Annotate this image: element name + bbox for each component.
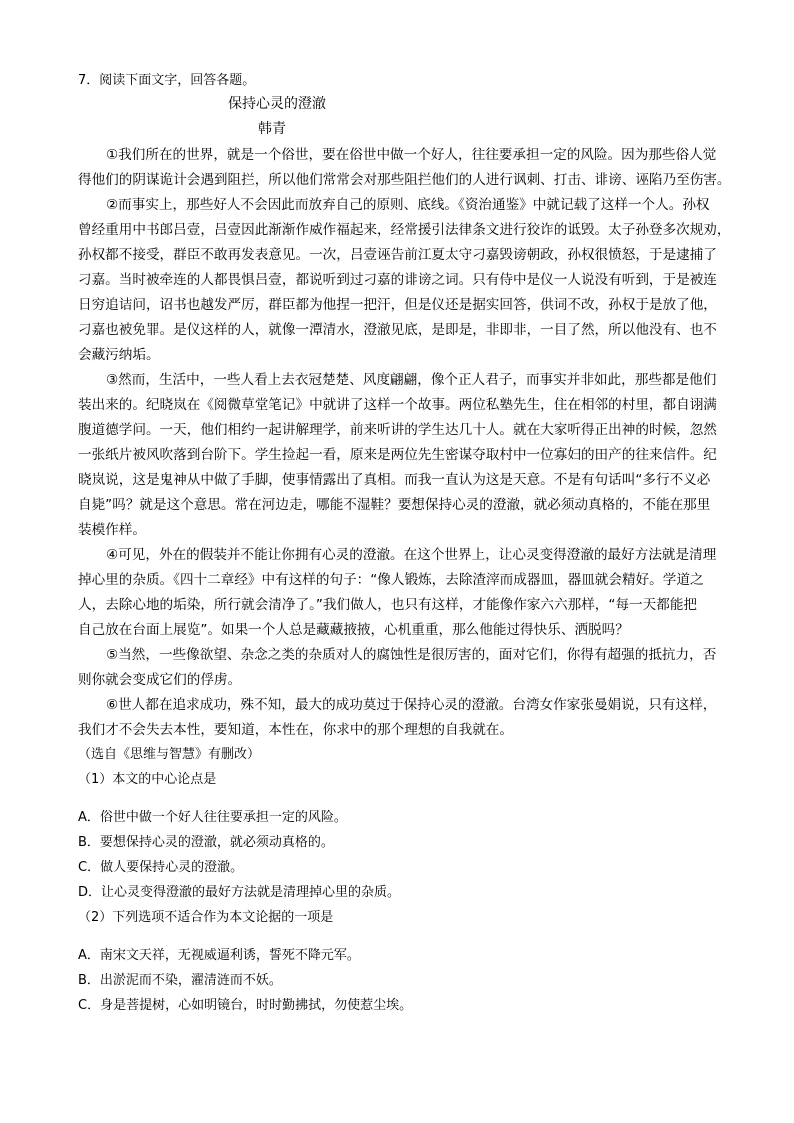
article-title: 保持心灵的澄澈 — [228, 96, 326, 112]
article-line: 一张纸片被风吹落到台阶下。学生捡起一看，原来是两位先生密谋夺取村中一位寡妇的田产的往来信件。纪 — [78, 447, 717, 463]
sub-question-2-option-a[interactable]: A．南宋文天祥，无视威逼利诱，誓死不降元军。 — [78, 948, 360, 963]
source-note: （选自《思维与智慧》有删改） — [78, 747, 261, 762]
article-line: 装模作样。 — [78, 522, 146, 538]
article-line: 人，去除心地的垢染，所行就会清净了。”我们做人，也只有这样，才能像作家六六那样，“每一天都能把 — [78, 597, 698, 613]
article-line: ⑤当然，一些像欲望、杂念之类的杂质对人的腐蚀性是很厉害的，面对它们，你得有超强的抵抗力，否 — [106, 647, 717, 663]
question-prompt: 7．阅读下面文字，回答各题。 — [78, 73, 256, 88]
sub-question-2-option-c[interactable]: C．身是菩提树，心如明镜台，时时勤拂拭，勿使惹尘埃。 — [78, 998, 413, 1013]
article-line: 刁嘉。当时被牵连的人都畏惧吕壹，都说听到过刁嘉的诽谤之词。只有侍中是仪一人说没有听到，于是被连 — [78, 272, 717, 288]
article-line: 则你就会变成它们的俘虏。 — [78, 672, 242, 688]
article-line: ③然而，生活中，一些人看上去衣冠楚楚、风度翩翩，像个正人君子，而事实并非如此，那些都是他们 — [106, 372, 717, 388]
sub-question-1-option-c[interactable]: C．做人要保持心灵的澄澈。 — [78, 860, 244, 875]
sub-question-2-option-b[interactable]: B．出淤泥而不染，濯清涟而不妖。 — [78, 973, 282, 988]
article-line: 我们才不会失去本性，要知道，本性在，你求中的那个理想的自我就在。 — [78, 722, 513, 738]
article-line: 自己放在台面上展览”。如果一个人总是藏藏掖掖，心机重重，那么他能过得快乐、洒脱吗？ — [78, 622, 629, 638]
article-line: ②而事实上，那些好人不会因此而放弃自己的原则、底线。《资治通鉴》中就记载了这样一个人。孙权 — [106, 197, 710, 213]
article-line: 得他们的阴谋诡计会遇到阻拦，所以他们常常会对那些阻拦他们的人进行讽刺、打击、诽谤、诬陷乃至伤害。 — [78, 172, 731, 188]
article-line: 日穷追诘问，诏书也越发严厉，群臣都为他捏一把汗，但是仪还是据实回答，供词不改，孙权于是放了他， — [78, 297, 717, 313]
article-line: 腹道德学问。一天，他们相约一起讲解理学，前来听讲的学生达几十人。就在大家听得正出神的时候，忽然 — [78, 422, 717, 438]
article-line: 自毙”吗？就是这个意思。常在河边走，哪能不湿鞋？要想保持心灵的澄澈，就必须动真格的，不能在那里 — [78, 497, 711, 513]
article-line: 曾经重用中书郎吕壹，吕壹因此渐渐作威作福起来，经常援引法律条文进行狡诈的诋毁。太子孙登多次规劝， — [78, 222, 731, 238]
article-line: 刁嘉也被免罪。是仪这样的人，就像一潭清水，澄澈见底，是即是，非即非，一目了然，所以他没有、也不 — [78, 322, 717, 338]
article-line: 掉心里的杂质。《四十二章经》中有这样的句子：“像人锻炼，去除渣滓而成器皿，器皿就会精好。学道之 — [78, 572, 704, 588]
sub-question-1-option-a[interactable]: A．俗世中做一个好人往往要承担一定的风险。 — [78, 810, 347, 825]
article-author: 韩青 — [258, 121, 286, 137]
sub-question-1-option-b[interactable]: B．要想保持心灵的澄澈，就必须动真格的。 — [78, 835, 334, 850]
sub-question-1-stem: （1）本文的中心论点是 — [78, 772, 217, 787]
sub-question-1-option-d[interactable]: D．让心灵变得澄澈的最好方法就是清理掉心里的杂质。 — [78, 885, 401, 900]
article-line: ⑥世人都在追求成功，殊不知，最大的成功莫过于保持心灵的澄澈。台湾女作家张曼娟说，只有这样， — [106, 697, 717, 713]
article-line: ④可见，外在的假装并不能让你拥有心灵的澄澈。在这个世界上，让心灵变得澄澈的最好方法就是清理 — [106, 547, 717, 563]
article-line: 晓岚说，这是鬼神从中做了手脚，使事情露出了真相。而我一直认为这是天意。不是有句话叫“多行不义必 — [78, 472, 711, 488]
article-line: 孙权都不接受，群臣不敢再发表意见。一次，吕壹诬告前江夏太守刁嘉毁谤朝政，孙权很愤怒，于是逮捕了 — [78, 247, 717, 263]
article-line: 装出来的。纪晓岚在《阅微草堂笔记》中就讲了这样一个故事。两位私塾先生，住在相邻的村里，都自诩满 — [78, 397, 717, 413]
article-line: ①我们所在的世界，就是一个俗世，要在俗世中做一个好人，往往要承担一定的风险。因为那些俗人觉 — [106, 147, 717, 163]
article-line: 会藏污纳垢。 — [78, 347, 160, 363]
sub-question-2-stem: （2）下列选项不适合作为本文论据的一项是 — [78, 910, 334, 925]
